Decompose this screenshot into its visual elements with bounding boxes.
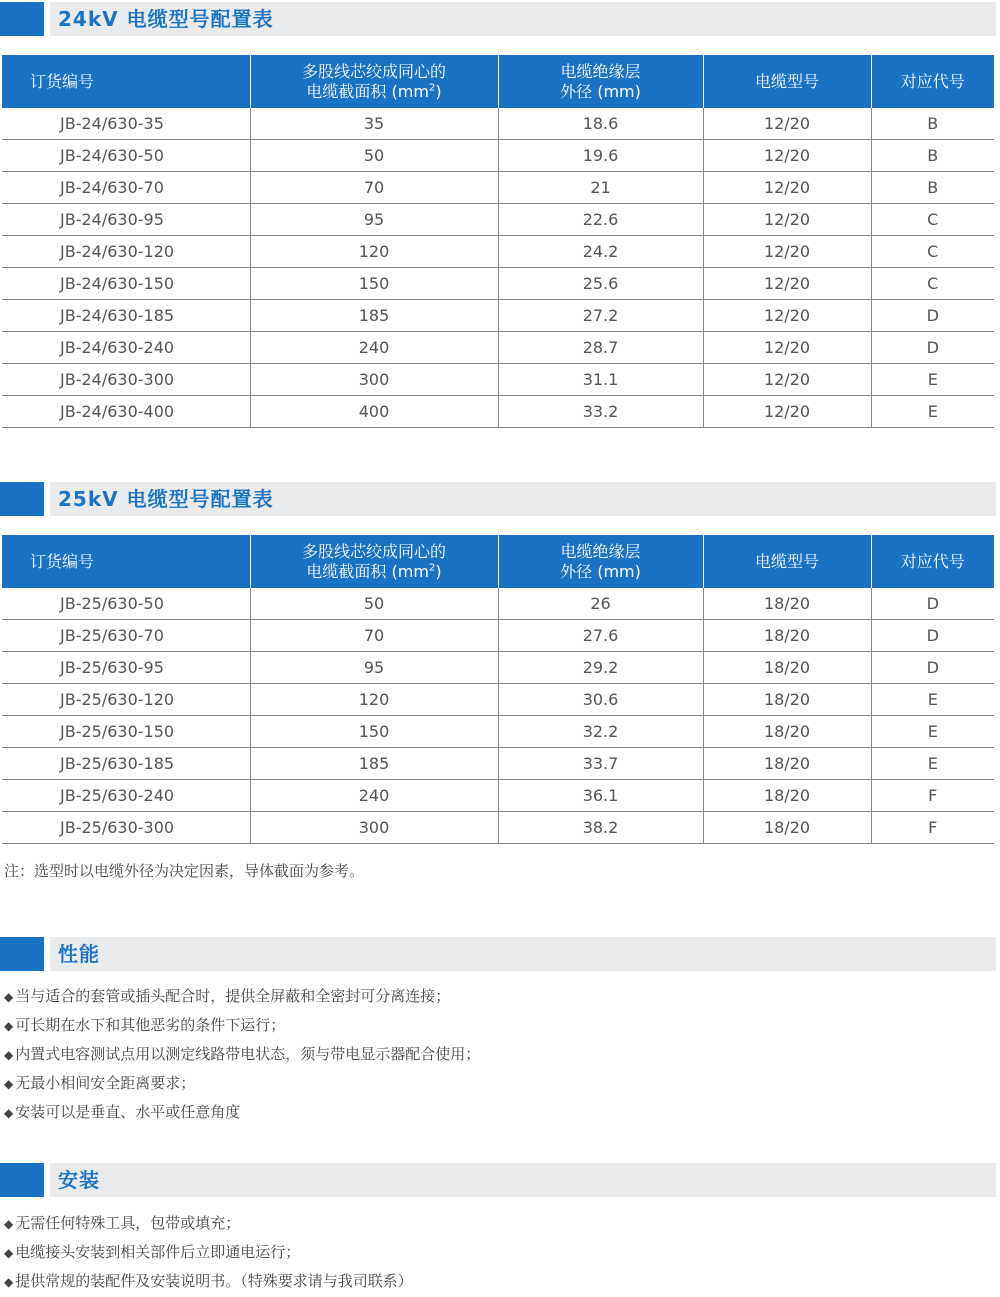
cell-cross-section: 300 [250, 812, 498, 844]
cell-order-no: JB-24/630-50 [2, 140, 250, 172]
list-item [4, 1098, 480, 1127]
cell-insulation-od: 31.1 [498, 364, 703, 396]
cell-insulation-od: 33.2 [498, 396, 703, 428]
col-cross-section-unit: 电缆截面积 (mm [306, 81, 429, 101]
table-row [2, 716, 994, 748]
cell-cable-model: 12/20 [703, 364, 871, 396]
section-title: 性能 [58, 942, 100, 966]
cell-order-no: JB-24/630-150 [2, 268, 250, 300]
section-title-bar [50, 1163, 996, 1197]
table-24kv [2, 55, 994, 428]
table-body [2, 108, 994, 428]
cell-order-no: JB-25/630-150 [2, 716, 250, 748]
cell-cable-model: 18/20 [703, 684, 871, 716]
col-cross-section-line1: 多股线芯绞成同心的 [301, 541, 446, 561]
section-marker [0, 482, 44, 516]
cell-cable-model: 18/20 [703, 780, 871, 812]
cell-order-no: JB-25/630-120 [2, 684, 250, 716]
col-order-no: 订货编号 [2, 55, 250, 108]
section-marker [0, 1163, 44, 1197]
section-header-installation [0, 1163, 996, 1197]
cell-code: D [871, 588, 994, 620]
installation-list [4, 1209, 413, 1296]
cell-cable-model: 12/20 [703, 332, 871, 364]
col-insulation-od-line1: 电缆绝缘层 [560, 61, 641, 81]
cell-code: D [871, 620, 994, 652]
cell-cross-section: 70 [250, 172, 498, 204]
cell-cross-section: 300 [250, 364, 498, 396]
cell-cable-model: 12/20 [703, 300, 871, 332]
col-code: 对应代号 [871, 55, 994, 108]
col-insulation-od-line1: 电缆绝缘层 [560, 541, 641, 561]
cell-code: E [871, 364, 994, 396]
col-cross-section [250, 55, 498, 108]
section-title: 安装 [58, 1168, 100, 1192]
col-cross-section-line2 [251, 562, 498, 582]
list-item-text: 无需任何特殊工具，包带或填充； [15, 1214, 241, 1232]
table-row [2, 364, 994, 396]
col-code: 对应代号 [871, 535, 994, 588]
list-item-text: 安装可以是垂直、水平或任意角度 [15, 1103, 241, 1121]
cell-code: D [871, 332, 994, 364]
list-item-text: 内置式电容测试点用以测定线路带电状态，须与带电显示器配合使用； [15, 1045, 481, 1063]
cell-cable-model: 18/20 [703, 652, 871, 684]
cell-insulation-od: 18.6 [498, 108, 703, 140]
table-row [2, 172, 994, 204]
table-row [2, 332, 994, 364]
cell-order-no: JB-25/630-70 [2, 620, 250, 652]
table-header-row [2, 535, 994, 588]
cell-order-no: JB-24/630-185 [2, 300, 250, 332]
col-cross-section-unit: 电缆截面积 (mm [306, 561, 429, 581]
cell-cross-section: 150 [250, 268, 498, 300]
diamond-bullet-icon: ◆ [4, 1019, 14, 1033]
cell-order-no: JB-25/630-185 [2, 748, 250, 780]
cell-cross-section: 95 [250, 204, 498, 236]
list-item-text: 无最小相间安全距离要求； [15, 1074, 196, 1092]
col-cross-section [250, 535, 498, 588]
cell-order-no: JB-24/630-120 [2, 236, 250, 268]
cell-insulation-od: 24.2 [498, 236, 703, 268]
cell-code: B [871, 172, 994, 204]
cell-order-no: JB-24/630-35 [2, 108, 250, 140]
cell-cable-model: 12/20 [703, 396, 871, 428]
table-row [2, 140, 994, 172]
list-item [4, 1069, 480, 1098]
list-item-text: 当与适合的套管或插头配合时，提供全屏蔽和全密封可分离连接； [15, 987, 451, 1005]
col-insulation-od-line2: 外径 (mm) [560, 561, 641, 581]
table-header-row [2, 55, 994, 108]
cell-insulation-od: 32.2 [498, 716, 703, 748]
cell-code: C [871, 236, 994, 268]
cell-cross-section: 150 [250, 716, 498, 748]
cell-cable-model: 12/20 [703, 268, 871, 300]
table-row [2, 620, 994, 652]
cell-insulation-od: 33.7 [498, 748, 703, 780]
section-header-25kv [0, 482, 996, 516]
list-item [4, 982, 480, 1011]
cell-code: B [871, 140, 994, 172]
list-item [4, 1267, 413, 1296]
table-row [2, 748, 994, 780]
cell-cross-section: 95 [250, 652, 498, 684]
section-title: 24kV 电缆型号配置表 [58, 7, 274, 31]
cell-order-no: JB-24/630-300 [2, 364, 250, 396]
diamond-bullet-icon: ◆ [4, 1275, 14, 1289]
table-row [2, 204, 994, 236]
list-item-text: 电缆接头安装到相关部件后立即通电运行； [15, 1243, 301, 1261]
cell-code: F [871, 780, 994, 812]
cell-cross-section: 120 [250, 684, 498, 716]
cell-insulation-od: 27.6 [498, 620, 703, 652]
col-insulation-od-line2: 外径 (mm) [560, 81, 641, 101]
cell-cable-model: 12/20 [703, 140, 871, 172]
col-insulation-od [498, 55, 703, 108]
cell-insulation-od: 29.2 [498, 652, 703, 684]
diamond-bullet-icon: ◆ [4, 1246, 14, 1260]
table-row [2, 588, 994, 620]
section-marker [0, 937, 44, 971]
cell-cable-model: 18/20 [703, 588, 871, 620]
list-item [4, 1040, 480, 1069]
cell-cable-model: 18/20 [703, 716, 871, 748]
cell-cable-model: 12/20 [703, 172, 871, 204]
table-row [2, 300, 994, 332]
cell-order-no: JB-25/630-300 [2, 812, 250, 844]
cell-insulation-od: 30.6 [498, 684, 703, 716]
diamond-bullet-icon: ◆ [4, 1106, 14, 1120]
section-header-24kv [0, 2, 996, 36]
cell-cross-section: 185 [250, 748, 498, 780]
cell-code: F [871, 812, 994, 844]
col-cross-section-close: ) [435, 561, 442, 581]
cell-insulation-od: 28.7 [498, 332, 703, 364]
diamond-bullet-icon: ◆ [4, 1077, 14, 1091]
cell-cross-section: 50 [250, 140, 498, 172]
cell-cable-model: 12/20 [703, 204, 871, 236]
table-row [2, 812, 994, 844]
cell-code: D [871, 300, 994, 332]
performance-list [4, 982, 480, 1127]
cell-insulation-od: 26 [498, 588, 703, 620]
cell-cable-model: 18/20 [703, 812, 871, 844]
cell-insulation-od: 38.2 [498, 812, 703, 844]
cell-code: E [871, 684, 994, 716]
cell-order-no: JB-25/630-95 [2, 652, 250, 684]
table-row [2, 236, 994, 268]
col-cross-section-close: ) [435, 81, 442, 101]
cell-cross-section: 240 [250, 780, 498, 812]
cell-insulation-od: 19.6 [498, 140, 703, 172]
cell-cross-section: 240 [250, 332, 498, 364]
cell-code: E [871, 716, 994, 748]
col-order-no: 订货编号 [2, 535, 250, 588]
cell-cross-section: 185 [250, 300, 498, 332]
cell-code: E [871, 396, 994, 428]
table-row [2, 396, 994, 428]
col-cross-section-line2 [251, 82, 498, 102]
section-title-bar [50, 937, 996, 971]
col-cross-section-line1: 多股线芯绞成同心的 [301, 61, 446, 81]
cell-insulation-od: 25.6 [498, 268, 703, 300]
table-row [2, 108, 994, 140]
cell-code: E [871, 748, 994, 780]
cell-cable-model: 12/20 [703, 236, 871, 268]
cell-cross-section: 35 [250, 108, 498, 140]
cell-cable-model: 18/20 [703, 748, 871, 780]
cell-cross-section: 70 [250, 620, 498, 652]
diamond-bullet-icon: ◆ [4, 1217, 14, 1231]
col-cable-model: 电缆型号 [703, 535, 871, 588]
cell-cable-model: 12/20 [703, 108, 871, 140]
table-row [2, 684, 994, 716]
list-item [4, 1238, 413, 1267]
table-25kv [2, 535, 994, 844]
cell-code: B [871, 108, 994, 140]
cell-order-no: JB-24/630-70 [2, 172, 250, 204]
table-body [2, 588, 994, 844]
cell-order-no: JB-24/630-240 [2, 332, 250, 364]
cell-order-no: JB-24/630-95 [2, 204, 250, 236]
cell-insulation-od: 27.2 [498, 300, 703, 332]
list-item [4, 1011, 480, 1040]
cell-insulation-od: 22.6 [498, 204, 703, 236]
section-header-performance [0, 937, 996, 971]
cell-insulation-od: 21 [498, 172, 703, 204]
cell-order-no: JB-24/630-400 [2, 396, 250, 428]
superscript: 2 [428, 82, 436, 94]
selection-note: 注：选型时以电缆外径为决定因素，导体截面为参考。 [4, 862, 365, 880]
section-title: 25kV 电缆型号配置表 [58, 487, 274, 511]
cell-cross-section: 50 [250, 588, 498, 620]
cell-cross-section: 400 [250, 396, 498, 428]
table-row [2, 268, 994, 300]
diamond-bullet-icon: ◆ [4, 1048, 14, 1062]
col-cable-model: 电缆型号 [703, 55, 871, 108]
cell-insulation-od: 36.1 [498, 780, 703, 812]
cell-code: C [871, 204, 994, 236]
list-item [4, 1209, 413, 1238]
cell-order-no: JB-25/630-50 [2, 588, 250, 620]
cell-cross-section: 120 [250, 236, 498, 268]
cell-order-no: JB-25/630-240 [2, 780, 250, 812]
section-marker [0, 2, 44, 36]
table-row [2, 780, 994, 812]
superscript: 2 [428, 562, 436, 574]
col-insulation-od [498, 535, 703, 588]
cell-code: C [871, 268, 994, 300]
cell-cable-model: 18/20 [703, 620, 871, 652]
list-item-text: 可长期在水下和其他恶劣的条件下运行； [15, 1016, 286, 1034]
list-item-text: 提供常规的装配件及安装说明书。（特殊要求请与我司联系） [15, 1272, 413, 1290]
diamond-bullet-icon: ◆ [4, 990, 14, 1004]
table-row [2, 652, 994, 684]
cell-code: D [871, 652, 994, 684]
